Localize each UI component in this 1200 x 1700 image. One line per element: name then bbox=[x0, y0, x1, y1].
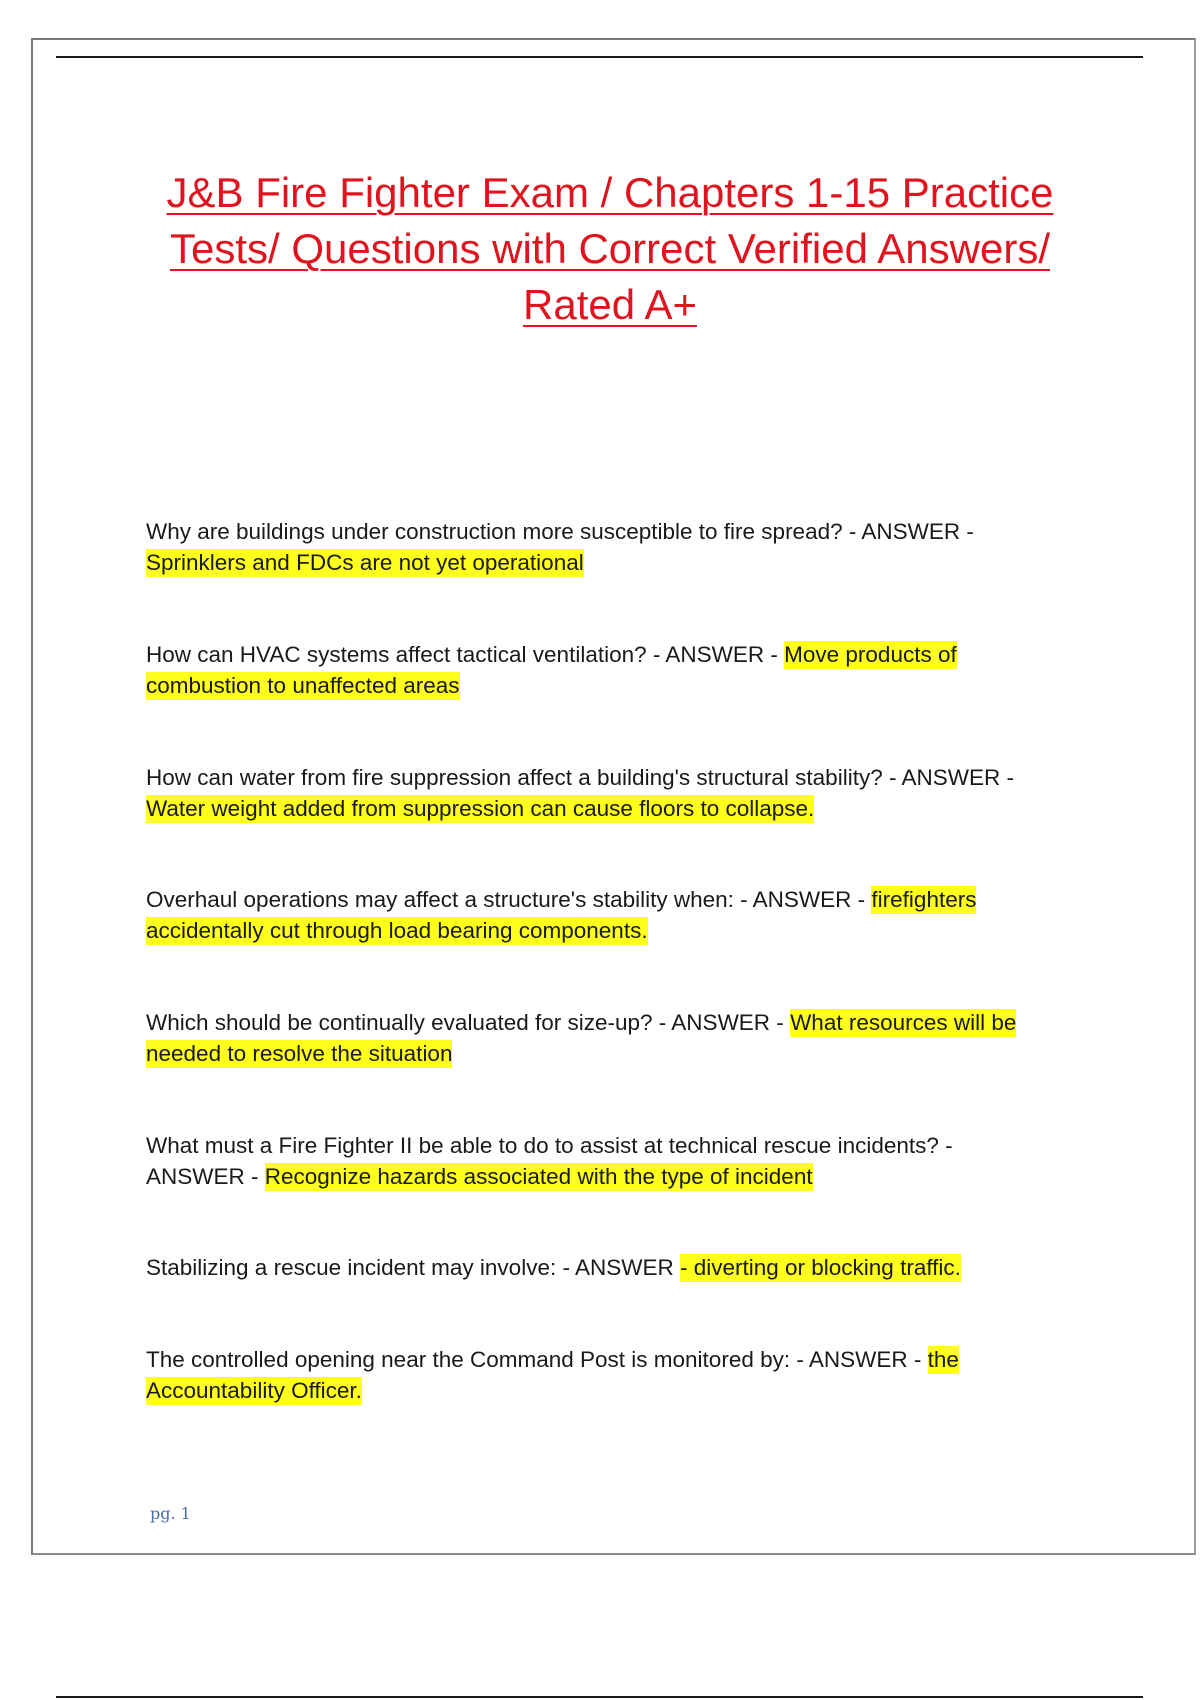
qa-item-4 bbox=[146, 885, 1096, 946]
qa-item-2 bbox=[146, 640, 1096, 701]
qa-item-7 bbox=[146, 1253, 1096, 1284]
question-line: The controlled opening near the Command Post is monitored by: - ANSWER - bbox=[146, 1347, 928, 1372]
question-text bbox=[146, 640, 1096, 671]
question-text bbox=[146, 763, 1096, 794]
question-text bbox=[146, 1008, 1096, 1039]
question-line: Why are buildings under construction more susceptible to fire spread? - ANSWER - bbox=[146, 519, 974, 544]
qa-item-5 bbox=[146, 1008, 1096, 1069]
answer-text bbox=[146, 916, 1096, 947]
question-text bbox=[146, 1253, 1096, 1284]
highlighted-answer: Move products of bbox=[784, 642, 957, 667]
question-line: Which should be continually evaluated for size-up? - ANSWER - bbox=[146, 1010, 791, 1035]
question-line: Overhaul operations may affect a structure's stability when: - ANSWER - bbox=[146, 887, 872, 912]
highlighted-answer: combustion to unaffected areas bbox=[146, 672, 460, 698]
question-line: How can HVAC systems affect tactical ventilation? - ANSWER - bbox=[146, 642, 785, 667]
title-line-1: J&B Fire Fighter Exam / Chapters 1-15 Practice bbox=[166, 169, 1054, 216]
question-text bbox=[146, 1345, 1096, 1376]
qa-item-1 bbox=[146, 517, 1096, 578]
answer-text bbox=[146, 1376, 1096, 1407]
highlighted-answer: accidentally cut through load bearing components. bbox=[146, 917, 648, 943]
highlighted-answer: Accountability Officer. bbox=[146, 1377, 362, 1403]
highlighted-answer: Recognize hazards associated with the type of incident bbox=[264, 1163, 813, 1189]
answer-label: ANSWER - bbox=[146, 1163, 265, 1189]
question-line: What must a Fire Fighter II be able to do to assist at technical rescue incidents? - bbox=[146, 1133, 953, 1158]
answer-text bbox=[146, 794, 1096, 825]
question-line: Stabilizing a rescue incident may involve: - ANSWER bbox=[146, 1255, 680, 1280]
question-text bbox=[146, 517, 1096, 548]
question-text bbox=[146, 1131, 1096, 1162]
highlighted-answer: the bbox=[927, 1347, 959, 1372]
highlighted-answer: firefighters bbox=[871, 887, 977, 912]
answer-text bbox=[146, 671, 1096, 702]
question-text bbox=[146, 885, 1096, 916]
title-line-3: Rated A+ bbox=[523, 281, 697, 328]
highlighted-answer: needed to resolve the situation bbox=[146, 1040, 453, 1066]
answer-text bbox=[146, 1039, 1096, 1070]
highlighted-answer: Sprinklers and FDCs are not yet operational bbox=[146, 549, 584, 575]
qa-item-8 bbox=[146, 1345, 1096, 1406]
qa-item-6 bbox=[146, 1131, 1096, 1192]
highlighted-answer: Water weight added from suppression can cause floors to collapse. bbox=[146, 795, 815, 821]
page-number: pg. 1 bbox=[150, 1504, 191, 1523]
document-title bbox=[110, 165, 1110, 333]
qa-item-3 bbox=[146, 763, 1096, 824]
top-divider bbox=[56, 56, 1143, 58]
highlighted-answer: - diverting or blocking traffic. bbox=[679, 1255, 961, 1280]
title-line-2: Tests/ Questions with Correct Verified Answers/ bbox=[169, 225, 1050, 272]
highlighted-answer: What resources will be bbox=[790, 1010, 1017, 1035]
question-line: How can water from fire suppression affect a building's structural stability? - ANSWER - bbox=[146, 765, 1014, 790]
next-page-divider bbox=[56, 1696, 1143, 1698]
answer-text bbox=[146, 1162, 1096, 1193]
answer-text bbox=[146, 548, 1096, 579]
